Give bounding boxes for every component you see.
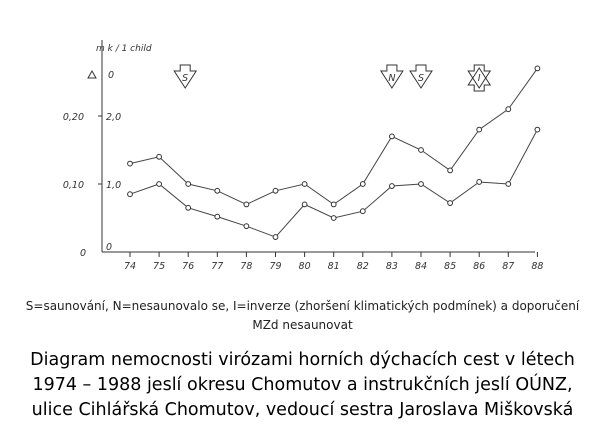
series-point <box>331 216 336 221</box>
series-point <box>477 180 482 185</box>
x-tick-label: 85 <box>444 261 457 272</box>
series-point <box>186 182 191 187</box>
x-tick-label: 76 <box>182 261 195 272</box>
series-point <box>448 168 453 173</box>
x-tick-label: 77 <box>211 261 224 272</box>
y-tick-label-outer: 0 <box>79 248 86 259</box>
series-point <box>535 66 540 71</box>
series-point <box>390 184 395 189</box>
caption-line-3: ulice Cihlářská Chomutov, vedoucí sestra Jaroslava Miškovská <box>31 400 574 420</box>
event-markers <box>174 65 490 91</box>
chart-caption <box>0 348 605 423</box>
series-point <box>302 202 307 207</box>
series-point <box>506 182 511 187</box>
series-point <box>535 127 540 132</box>
x-tick-label: 80 <box>298 261 311 272</box>
x-tick-label: 82 <box>356 261 369 272</box>
series-point <box>419 182 424 187</box>
y-tick-label-inner: 2,0 <box>106 112 122 123</box>
series-points <box>128 66 540 239</box>
marker-label: S <box>182 73 189 84</box>
x-tick-label: 83 <box>385 261 398 272</box>
series-point <box>244 224 249 229</box>
x-tick-label: 75 <box>153 261 166 272</box>
marker-n-83 <box>381 65 403 88</box>
series-point <box>157 154 162 159</box>
series-point <box>390 134 395 139</box>
series-line-2 <box>130 130 537 237</box>
series-point <box>244 202 249 207</box>
y-tick-label-outer: 0,10 <box>62 180 84 191</box>
marker-i-86 <box>468 65 490 91</box>
x-tick-label: 87 <box>502 261 515 272</box>
y-tick-label-inner: 0 <box>106 242 113 253</box>
marker-s-84 <box>410 65 432 88</box>
series-point <box>215 188 220 193</box>
marker-label: N <box>388 73 396 84</box>
y-tick-label-inner: 1,0 <box>106 180 122 191</box>
axis-triangle-marker <box>88 71 96 78</box>
ticks <box>63 70 544 272</box>
x-tick-label: 88 <box>531 261 544 272</box>
legend-text: S=saunování, N=nesaunovalo se, I=inverze (zhoršení klimatických podmínek) a doporučení MZd nesaunovat <box>25 299 580 332</box>
series-point <box>273 188 278 193</box>
x-tick-label: 74 <box>123 261 137 272</box>
series-point <box>157 182 162 187</box>
marker-label: I <box>477 73 481 84</box>
y-tick-label-outer: 0,20 <box>62 112 84 123</box>
x-tick-label: 79 <box>269 261 282 272</box>
series-point <box>302 182 307 187</box>
series-point <box>448 201 453 206</box>
series-point <box>506 107 511 112</box>
series-point <box>215 214 220 219</box>
series-point <box>360 209 365 214</box>
series-point <box>419 148 424 153</box>
series-point <box>273 235 278 240</box>
x-tick-label: 78 <box>240 261 253 272</box>
x-tick-label: 81 <box>327 261 340 272</box>
series-point <box>331 202 336 207</box>
series-point <box>477 127 482 132</box>
x-tick-label: 84 <box>414 261 428 272</box>
marker-label: S <box>417 73 425 84</box>
y-axis-label: m k / 1 child <box>96 44 152 54</box>
series-point <box>360 182 365 187</box>
series-lines <box>130 68 537 237</box>
x-tick-label: 86 <box>473 261 486 272</box>
caption-line-2: 1974 – 1988 jeslí okresu Chomutov a instrukčních jeslí OÚNZ, <box>32 375 573 395</box>
y-tick-label-top: 0 <box>108 70 115 81</box>
axes <box>102 40 535 252</box>
caption-line-1: Diagram nemocnosti virózami horních dýchacích cest v létech <box>30 350 575 370</box>
marker-s-76 <box>174 65 196 88</box>
series-point <box>128 161 133 166</box>
series-point <box>128 192 133 197</box>
series-point <box>186 205 191 210</box>
